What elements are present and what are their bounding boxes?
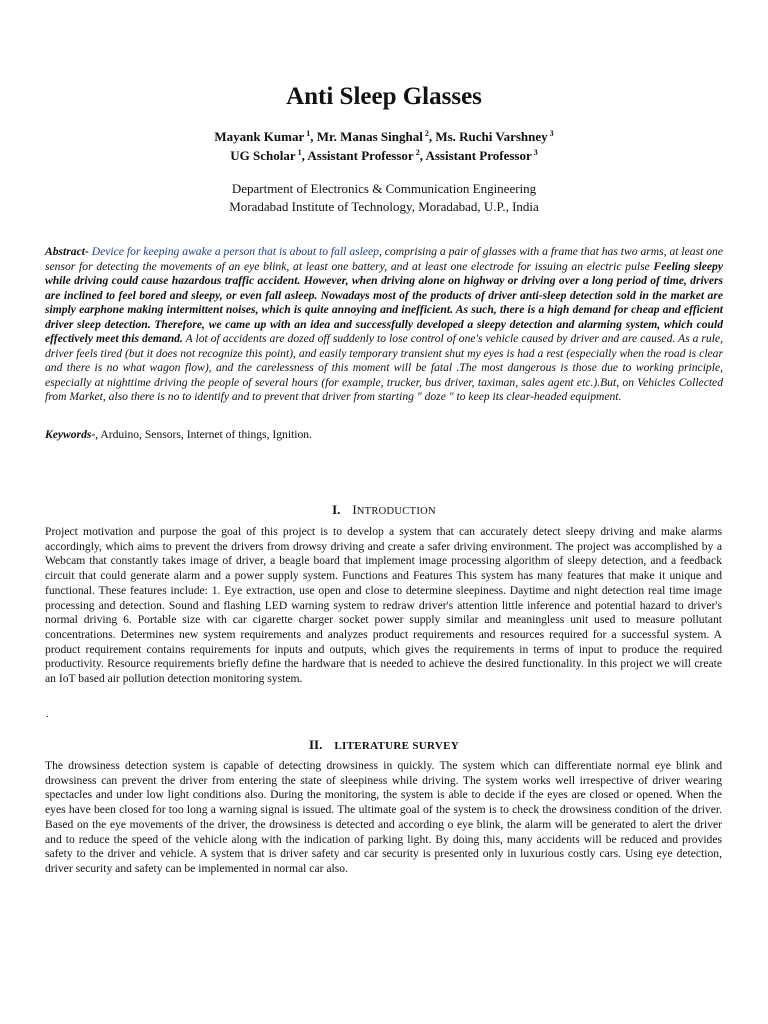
role-superscript: 2 — [415, 147, 420, 157]
author-role: Assistant Professor — [425, 148, 532, 163]
author-superscript: 3 — [549, 128, 554, 138]
author-role: Assistant Professor — [307, 148, 414, 163]
section-heading-literature-survey — [0, 737, 768, 754]
keywords-label: Keywords- — [45, 428, 96, 441]
abstract-bold-text: Feeling sleepy while driving could cause hazardous traffic accident. However, when driving alone on highway or driving over a long period of time, drivers are inclined to feel bored and sleepy, or even fall asleep. Nowadays most of the products of driver anti-sleep detection sold in the market are simply earphone making intermittent noises, which is quite annoying and inefficient. As such, there is a high demand for cheap and efficient driver sleep detection. Therefore, we came up with an idea and successfully developed a sleepy detection and alarming system, which could effectively meet this demand. — [45, 259, 723, 346]
author-name: Mayank Kumar — [214, 129, 305, 144]
introduction-body: Project motivation and purpose the goal of this project is to develop a system that can accurately detect sleepy driving and make alarms accordingly, which aims to prevent the drivers from drowsy driving and create a safer driving environment. The project was accomplished by a Webcam that constantly takes image of driver, a beagle board that implement image processing algorithm of sleepy detection, and a feedback circuit that could generate alarm and a power supply system. Functions and Features This system has many features that make it unique and functional. These features include: 1. Eye extraction, use open and close to determine sleepiness. Daytime and night detection real time image processing and detection. Sound and flashing LED warning system to redraw driver's attention little inference and potential hazard to driver's normal driving 6. Portable size with car cigarette charger socket power supply similar and meaningless unit used to measure pollutant concentrations. Determines new system requirements and analyzes product requirements and resources required for a successful system. A product requirement contains requirements for inputs and outputs, which gives the requirements in terms of input to produce the required productivity. Resource requirements briefly define the hardware that is needed to achieve the desired functionality. In this project we will create an IoT based air pollution detection monitoring system. — [45, 525, 722, 686]
abstract-label: Abstract- — [45, 245, 89, 258]
abstract-paragraph — [45, 245, 723, 405]
paper-title: Anti Sleep Glasses — [286, 83, 482, 110]
department: Department of Electronics & Communication Engineering — [231, 181, 537, 196]
role-superscript: 1 — [297, 147, 302, 157]
section-number: II. — [309, 737, 323, 752]
keywords-line — [45, 427, 723, 442]
section-title-initial: I — [352, 502, 357, 517]
author-name: Ms. Ruchi Varshney — [435, 129, 548, 144]
author-roles-line: UG Scholar $^1$, Assistant Professor $^2$, Assistant Professor $^3$ — [230, 147, 538, 163]
institute: Moradabad Institute of Technology, Moradabad, U.P., India — [229, 198, 539, 214]
affiliation-block — [0, 180, 768, 215]
literature-survey-body: The drowsiness detection system is capable of detecting drowsiness in quickly. The system which can differentiate normal eye blink and drowsiness can prevent the driver from entering the state of sleepiness while driving. The system works well irrespective of driver wearing spectacles and under low light conditions also. During the monitoring, the system is able to decide if the eyes are closed or opened. When the eyes have been closed for too long a warning signal is issued. The ultimate goal of the system is to check the drowsiness condition of the driver. Based on the eye movements of the driver, the drowsiness is detected and according o eye blink, the alarm will be generated to alert the driver and to reduce the speed of the vehicle along with the indication of parking light. By doing this, many accidents will be reduced and provides safety to the driver and vehicle. A system that is driver safety and car security is presented only in luxurious costly cars. Using eye detection, driver security and safety can be implemented in normal car also. — [45, 759, 722, 875]
author-superscript: 1 — [306, 128, 311, 138]
role-superscript: 3 — [533, 147, 538, 157]
author-names-line: Mayank Kumar $^1$, Mr. Manas Singhal $^2$, Ms. Ruchi Varshney $^3$ — [214, 128, 554, 144]
author-superscript: 2 — [424, 128, 429, 138]
section-title-rest: NTRODUCTION — [356, 506, 436, 517]
section-number: I. — [332, 502, 341, 517]
author-role: UG Scholar — [230, 148, 296, 163]
keywords-text: , Arduino, Sensors, Internet of things, Ignition. — [95, 428, 312, 441]
abstract-text: , comprising a pair of glasses with a frame that has two arms, at least one sensor for detecting the movements of an eye blink, at least one battery, and at least one electrode for issuing an electric pulse — [45, 245, 723, 273]
section-heading-introduction — [0, 502, 768, 520]
author-block — [0, 127, 768, 165]
abstract-highlight: Device for keeping awake a person that is about to fall asleep — [88, 245, 379, 258]
abstract-text-cont: A lot of accidents are dozed off suddenly to lose control of one's vehicle caused by driver and are caused. As a rule, driver feels tired (but it does not recognize this point), and easily temporary transient shut my eyes is had a rest (especially when the road is clear and there is no what wagon flow), and the carelessness of this moment will be fatal .The most dangerous is those due to working principle, especially at nighttime driving the people of several hours (for example, trucker, bus driver, taximan, sales agent etc.).But, on Vehicles Collected from Market, also there is no to identify and to prevent that driver from starting " doze " to keep its clear-headed equipment. — [45, 332, 723, 404]
author-name: Mr. Manas Singhal — [316, 129, 423, 144]
trailing-dot: . — [46, 708, 49, 720]
section-title: LITERATURE SURVEY — [334, 740, 459, 752]
